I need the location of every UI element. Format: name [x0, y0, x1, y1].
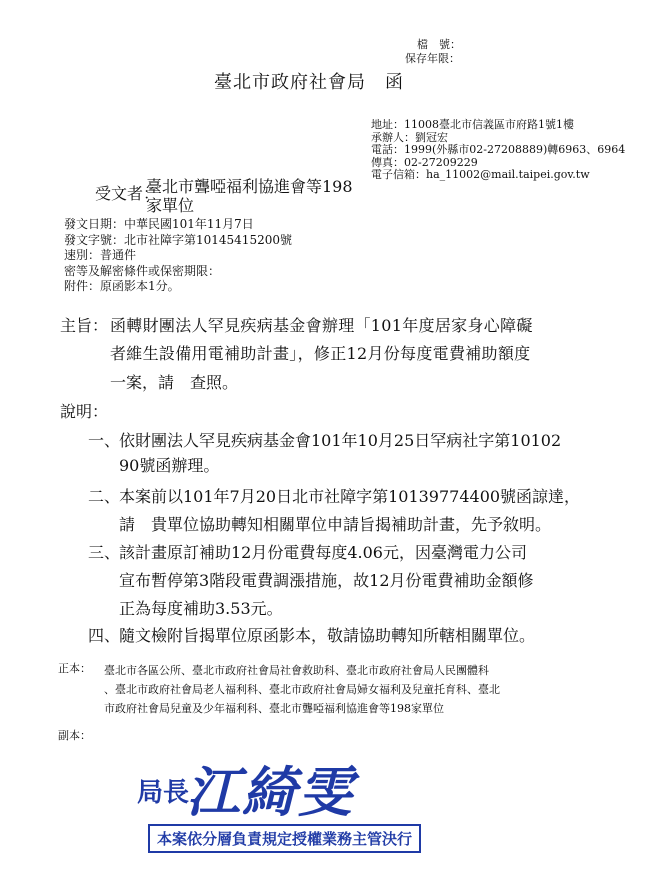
- item-text-line: 隨文檢附旨揭單位原函影本，敬請協助轉知所轄相關單位。: [119, 626, 536, 645]
- item-text-line: 本案前以101年7月20日北市社障字第10139774400號函諒達，: [119, 487, 581, 506]
- explanation-item: [88, 540, 648, 618]
- signature-title: 局長: [137, 778, 190, 808]
- item-text-line: 宣布暫停第3階段電費調漲措施，故12月份電費補助金額修: [119, 571, 534, 590]
- signature-name: 江綺雯: [186, 761, 354, 824]
- item-text-line: 該計畫原訂補助12月份電費每度4.06元，因臺灣電力公司: [119, 543, 527, 562]
- item-text-line: 請 貴單位協助轉知相關單位申請旨揭補助計畫，先予敘明。: [119, 515, 552, 534]
- explanation-item: [88, 623, 648, 645]
- delegation-stamp: 本案依分層負責規定授權業務主管決行: [148, 824, 421, 853]
- contact-handler: 承辦人：劉冠宏: [371, 130, 448, 144]
- recipient-label: 受文者：: [95, 184, 160, 203]
- issue-date: 發文日期：中華民國101年11月7日: [64, 217, 254, 231]
- contact-address: 地址：11008臺北市信義區市府路1號1樓: [371, 118, 574, 131]
- recipient-line2: 家單位: [146, 196, 195, 215]
- contact-phone: 電話：1999(外縣市02-27208889)轉6963、6964: [371, 143, 626, 156]
- recipient-line1: 臺北市聾啞福利協進會等198: [146, 177, 353, 196]
- item-text-line: 正為每度補助3.53元。: [119, 599, 283, 618]
- attachment: 附件：原函影本1分。: [64, 279, 180, 293]
- subject-line3: 一案，請 查照。: [110, 373, 239, 392]
- distribution-line: 、臺北市政府社會局老人福利科、臺北市政府社會局婦女福利及兒童托育科、臺北: [104, 683, 500, 696]
- item-number: 四、: [88, 626, 121, 645]
- meta-block: [64, 217, 292, 295]
- archive-retention: 保存年限：: [405, 52, 460, 65]
- distribution-line: 臺北市各區公所、臺北市政府社會局社會救助科、臺北市政府社會局人民團體科: [104, 664, 489, 677]
- contact-block: [371, 119, 625, 182]
- speed-class: 速別：普通件: [64, 248, 137, 262]
- item-text-line: 90號函辦理。: [119, 456, 220, 475]
- explanation-label: 說明：: [60, 402, 109, 421]
- distribution-line: 市政府社會局兒童及少年福利科、臺北市聾啞福利協進會等198家單位: [104, 702, 444, 715]
- document-title: 臺北市政府社會局 函: [214, 72, 404, 93]
- secrecy-level: 密等及解密條件或保密期限：: [64, 263, 221, 278]
- explanation-item: [88, 484, 648, 534]
- item-number: 二、: [88, 487, 121, 506]
- contact-fax: 傳真：02-27209229: [371, 155, 478, 169]
- item-text-line: 依財團法人罕見疾病基金會101年10月25日罕病社字第10102: [119, 431, 562, 450]
- issue-number: 發文字號：北市社障字第10145415200號: [64, 232, 292, 247]
- item-number: 一、: [88, 431, 121, 450]
- subject-line2: 者維生設備用電補助計畫」，修正12月份每度電費補助額度: [110, 344, 531, 363]
- subject-line1: 函轉財團法人罕見疾病基金會辦理「101年度居家身心障礙: [110, 316, 533, 335]
- subject-label: 主旨：: [60, 316, 109, 335]
- archive-file-no: 檔 號：: [417, 38, 461, 51]
- contact-email: 電子信箱：ha_11002@mail.taipei.gov.tw: [371, 168, 590, 181]
- item-number: 三、: [88, 543, 121, 562]
- distribution-label: 正本：: [58, 662, 91, 675]
- explanation-item: [88, 428, 648, 475]
- copy-label: 副本：: [58, 729, 91, 742]
